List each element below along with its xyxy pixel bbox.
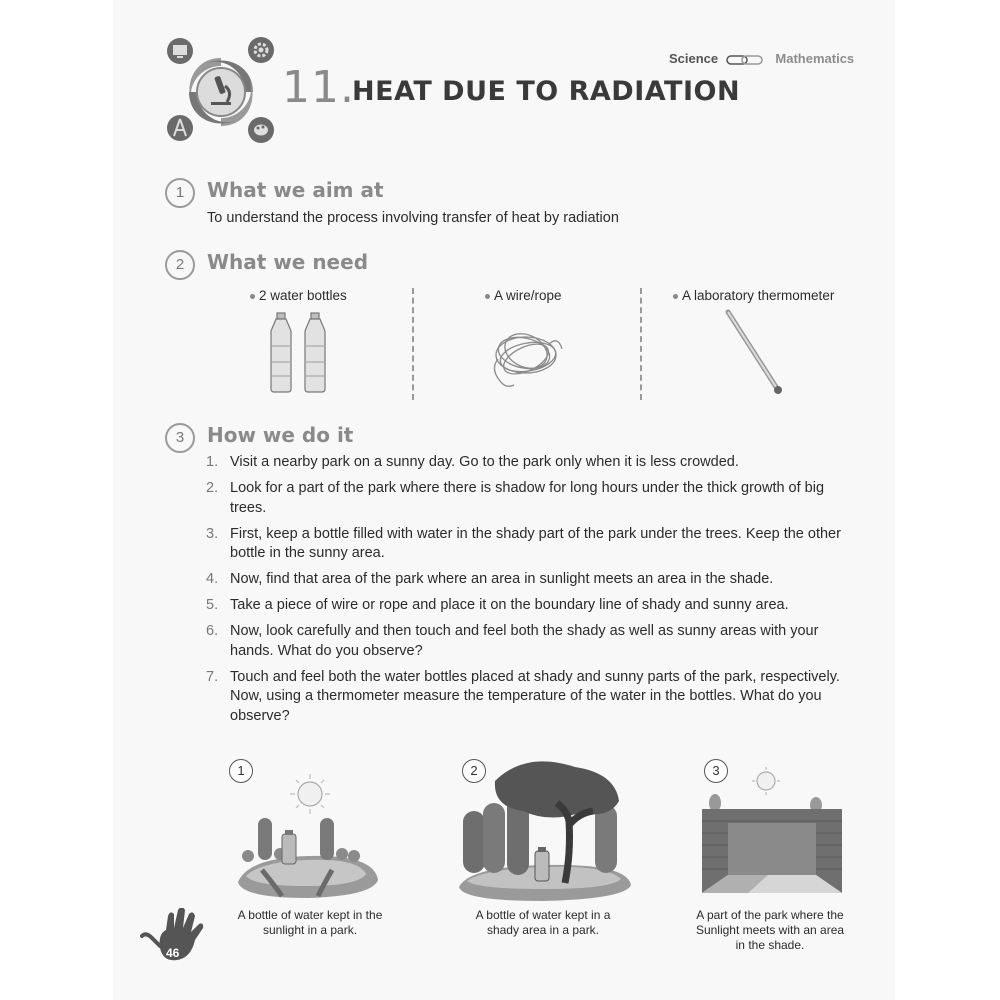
shady-park-illustration (455, 755, 635, 905)
chapter-title: HEAT DUE TO RADIATION (352, 76, 741, 107)
illustration-number-2: 2 (462, 759, 486, 783)
rope-icon (486, 315, 566, 395)
illustration-caption-3: A part of the park where the Sunlight meets with an area in the shade. (695, 908, 845, 952)
list-item: 1. Visit a nearby park on a sunny day. Go to the park only when it is less crowded. (206, 454, 739, 470)
illustration-caption-2: A bottle of water kept in a shady area in a park. (475, 908, 611, 937)
sun-icon (290, 774, 330, 814)
list-item: 7. Touch and feel both the water bottles placed at shady and sunny parts of the park, respectively. Now, using a thermometer measure the temperature of the water in the bottles. What do you observe? (206, 668, 840, 724)
section-title-need: What we need (207, 250, 369, 274)
palette-icon (248, 117, 274, 143)
divider (640, 288, 642, 400)
illustration-number-3: 3 (704, 759, 728, 783)
section-number-aim: 1 (165, 178, 195, 208)
gear-icon (248, 37, 274, 63)
subject-tags (669, 51, 854, 66)
need-item-bottles: 2 water bottles (250, 288, 347, 303)
subject-secondary: Mathematics (775, 51, 855, 66)
link-icon (726, 54, 764, 66)
subject-primary: Science (669, 51, 719, 66)
subject-logo (165, 36, 277, 146)
section-title-aim: What we aim at (207, 178, 384, 202)
bullet-icon (250, 294, 255, 299)
list-item: 2. Look for a part of the park where there is shadow for long hours under the thick growth of big trees. (206, 480, 825, 516)
illustration-number-1: 1 (229, 759, 253, 783)
boundary-illustration (700, 765, 844, 905)
divider (412, 288, 414, 400)
need-item-thermometer: A laboratory thermometer (673, 288, 834, 303)
bullet-icon (485, 294, 490, 299)
sunny-park-illustration (232, 770, 382, 905)
computer-icon (167, 38, 193, 64)
list-item: 3. First, keep a bottle filled with water in the shady part of the park under the trees. Keep the other bottle in the sunny area. (206, 525, 841, 561)
bullet-icon (673, 294, 678, 299)
chapter-number: 11. (282, 62, 355, 113)
list-item: 6. Now, look carefully and then touch and feel both the shady as well as sunny areas with your hands. What do you observe? (206, 623, 819, 659)
section-number-need: 2 (165, 250, 195, 280)
need-item-rope: A wire/rope (485, 288, 562, 303)
procedure-steps (206, 453, 856, 733)
aim-text: To understand the process involving transfer of heat by radiation (207, 210, 619, 226)
list-item: 4. Now, find that area of the park where an area in sunlight meets an area in the shade. (206, 571, 774, 587)
illustration-caption-1: A bottle of water kept in the sunlight in a park. (237, 908, 383, 937)
section-number-how: 3 (165, 423, 195, 453)
section-title-how: How we do it (207, 423, 354, 447)
sun-icon (752, 767, 780, 795)
page-number: 46 (166, 946, 180, 960)
water-bottles-icon (268, 312, 332, 394)
hand-icon (140, 908, 212, 970)
compass-icon (167, 115, 193, 141)
list-item: 5. Take a piece of wire or rope and place it on the boundary line of shady and sunny area. (206, 597, 789, 613)
thermometer-icon (722, 308, 786, 398)
